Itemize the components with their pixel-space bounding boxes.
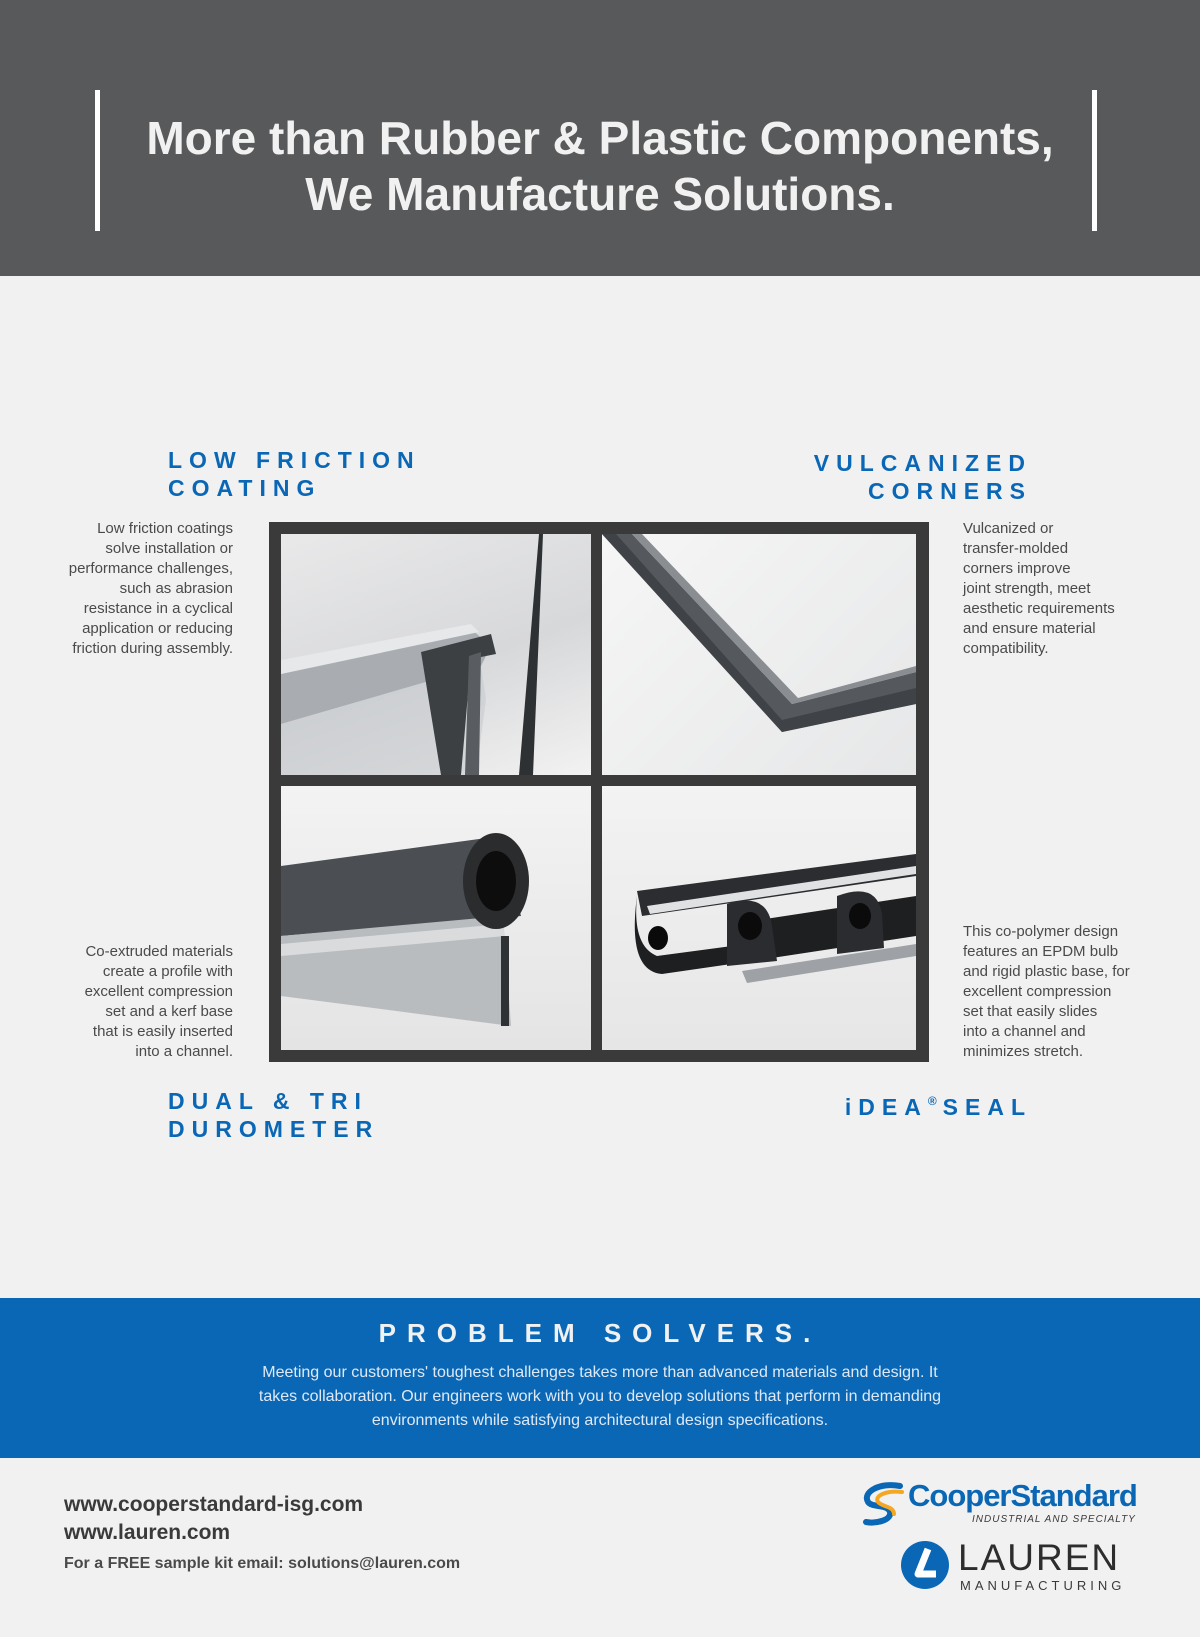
desc-line: application or reducing xyxy=(82,620,233,637)
desc-line: into a channel and xyxy=(963,1023,1086,1040)
desc-line: solve installation or xyxy=(105,540,233,557)
registered-mark: ® xyxy=(927,1094,937,1108)
desc-line: transfer-molded xyxy=(963,540,1069,557)
banner-text-line: environments while satisfying architectural design specifications. xyxy=(371,1412,829,1429)
dual-tri-durometer-product-image xyxy=(281,786,591,1050)
desc-line: such as abrasion xyxy=(119,580,233,597)
desc-line: resistance in a cyclical xyxy=(83,600,233,617)
feature-title-line: DUAL & TRI xyxy=(168,1088,368,1114)
desc-line: create a profile with xyxy=(102,963,233,980)
cooperstandard-tagline: INDUSTRIAL AND SPECIALTY xyxy=(972,1514,1136,1525)
vulcanized-corner-product-image xyxy=(602,534,916,775)
idea-suffix: SEAL xyxy=(942,1094,1032,1120)
page-title-line-2: We Manufacture Solutions. xyxy=(305,168,895,220)
desc-line: performance challenges, xyxy=(68,560,233,577)
desc-line: corners improve xyxy=(963,560,1071,577)
desc-line: This co-polymer design xyxy=(963,923,1119,940)
lauren-wordmark: LAUREN xyxy=(958,1537,1121,1578)
idea-prefix: iDEA xyxy=(844,1094,928,1120)
sample-kit-email[interactable]: For a FREE sample kit email: solutions@lauren.com xyxy=(64,1555,461,1572)
feature-title-low-friction xyxy=(168,446,421,502)
desc-line: Co-extruded materials xyxy=(85,943,233,960)
feature-desc-idea-seal xyxy=(963,922,1163,1062)
desc-line: and ensure material xyxy=(963,620,1096,637)
banner-title: PROBLEM SOLVERS. xyxy=(378,1318,822,1348)
feature-desc-dual-tri xyxy=(40,942,233,1062)
desc-line: aesthetic requirements xyxy=(963,600,1115,617)
desc-line: friction during assembly. xyxy=(72,640,233,657)
idea-seal-product-image xyxy=(602,786,916,1050)
banner-text-line: Meeting our customers' toughest challenges takes more than advanced materials and design. It xyxy=(262,1364,938,1381)
product-image-grid xyxy=(269,522,929,1062)
lauren-url-link[interactable]: www.lauren.com xyxy=(64,1521,231,1544)
desc-line: into a channel. xyxy=(135,1043,233,1060)
feature-title-idea-seal xyxy=(760,1087,1032,1121)
desc-line: compatibility. xyxy=(963,640,1049,657)
feature-title-line: VULCANIZED xyxy=(813,450,1032,476)
feature-title-line: COATING xyxy=(168,475,322,501)
lauren-logo xyxy=(900,1538,1140,1594)
desc-line: and rigid plastic base, for xyxy=(963,963,1130,980)
feature-desc-low-friction xyxy=(40,519,233,659)
desc-line: set that easily slides xyxy=(963,1003,1098,1020)
feature-title-line: DUROMETER xyxy=(168,1116,380,1142)
desc-line: set and a kerf base xyxy=(105,1003,233,1020)
desc-line: excellent compression xyxy=(84,983,233,1000)
feature-title-vulcanized xyxy=(700,449,1032,505)
cooperstandard-wordmark: CooperStandard xyxy=(908,1478,1137,1513)
cooperstandard-swoosh-icon xyxy=(860,1480,906,1526)
desc-line: that is easily inserted xyxy=(92,1023,233,1040)
lauren-tagline: MANUFACTURING xyxy=(960,1578,1126,1593)
desc-line: minimizes stretch. xyxy=(963,1043,1084,1060)
footer-contact xyxy=(64,1491,460,1573)
desc-line: features an EPDM bulb xyxy=(963,943,1119,960)
cooperstandard-logo xyxy=(860,1478,1140,1528)
desc-line: excellent compression xyxy=(963,983,1112,1000)
feature-title-dual-tri xyxy=(168,1087,379,1143)
banner-text-line: takes collaboration. Our engineers work with you to develop solutions that perform in demanding xyxy=(258,1388,942,1405)
low-friction-product-image xyxy=(281,534,591,775)
feature-title-line xyxy=(760,1087,1032,1121)
page-title-line-1: More than Rubber & Plastic Components, xyxy=(146,112,1054,164)
feature-desc-vulcanized xyxy=(963,519,1163,659)
feature-title-line: LOW FRICTION xyxy=(168,447,421,473)
desc-line: Vulcanized or xyxy=(963,520,1054,537)
cooperstandard-url-link[interactable]: www.cooperstandard-isg.com xyxy=(64,1493,364,1516)
desc-line: Low friction coatings xyxy=(97,520,233,537)
lauren-l-icon xyxy=(900,1540,950,1590)
feature-title-line: CORNERS xyxy=(867,478,1032,504)
problem-solvers-banner xyxy=(0,1298,1200,1458)
page-title xyxy=(110,110,1090,222)
desc-line: joint strength, meet xyxy=(963,580,1091,597)
header-right-bar xyxy=(1092,90,1097,231)
banner-text xyxy=(220,1361,980,1433)
header-left-bar xyxy=(95,90,100,231)
header-banner xyxy=(0,0,1200,276)
